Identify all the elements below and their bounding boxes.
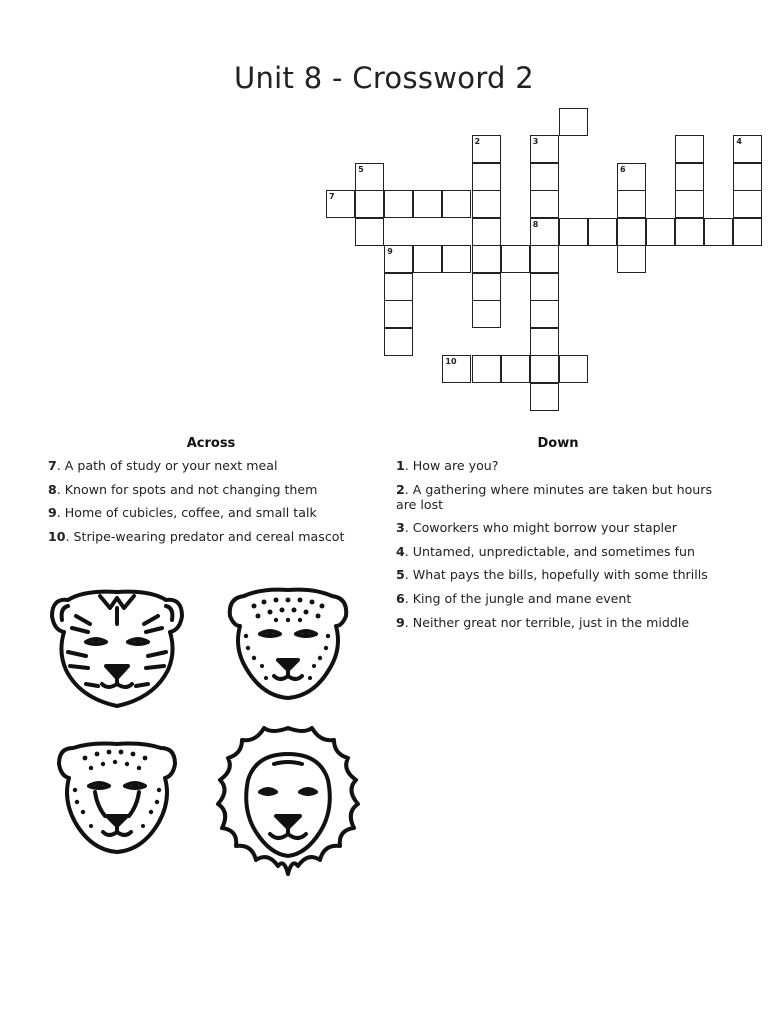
- grid-cell[interactable]: [472, 245, 501, 273]
- grid-cell[interactable]: [355, 163, 384, 191]
- clue-number: 10: [48, 528, 66, 544]
- clue-text: . A gathering where minutes are taken but hours are lost: [396, 481, 713, 512]
- down-clue: [396, 615, 726, 630]
- clue-number: 3: [532, 137, 539, 146]
- grid-cell[interactable]: [617, 245, 646, 273]
- grid-cell[interactable]: [501, 355, 530, 383]
- grid-cell[interactable]: [472, 355, 501, 383]
- grid-cell[interactable]: [733, 190, 762, 218]
- grid-cell[interactable]: [530, 245, 559, 273]
- clue-number: 4: [396, 543, 405, 559]
- across-clue: [48, 505, 388, 520]
- clue-number: 9: [387, 247, 393, 256]
- clue-number: 4: [736, 137, 742, 146]
- clue-number: 2: [396, 481, 405, 497]
- clue-number: 2: [474, 137, 481, 146]
- page-title: Unit 8 - Crossword 2: [233, 61, 535, 96]
- grid-cell[interactable]: [384, 245, 413, 273]
- clue-number: 10: [445, 357, 457, 366]
- grid-cell[interactable]: [617, 163, 646, 191]
- grid-cell[interactable]: [704, 218, 733, 246]
- across-clue: [48, 458, 388, 473]
- grid-cell[interactable]: [530, 218, 559, 246]
- grid-cell[interactable]: [530, 163, 559, 191]
- tiger-face-icon: [46, 586, 188, 710]
- grid-cell[interactable]: [413, 190, 442, 218]
- clue-text: . A path of study or your next meal: [56, 458, 278, 473]
- across-heading: Across: [186, 436, 236, 451]
- grid-cell[interactable]: [442, 190, 471, 218]
- clue-text: . King of the jungle and mane event: [404, 590, 632, 606]
- across-clue: [48, 529, 388, 544]
- clue-text: . Home of cubicles, coffee, and small talk: [56, 505, 317, 521]
- grid-cell[interactable]: [733, 163, 762, 191]
- grid-cell[interactable]: [530, 328, 559, 356]
- clue-number: 9: [48, 505, 57, 521]
- down-clue: [396, 591, 726, 606]
- grid-cell[interactable]: [530, 383, 559, 411]
- grid-cell[interactable]: [675, 190, 704, 218]
- cheetah-face-icon: [55, 740, 179, 856]
- down-heading: Down: [537, 436, 579, 451]
- grid-cell[interactable]: [384, 273, 413, 301]
- grid-cell[interactable]: [501, 245, 530, 273]
- grid-cell[interactable]: [646, 218, 675, 246]
- grid-cell[interactable]: [355, 190, 384, 218]
- grid-cell[interactable]: [559, 218, 588, 246]
- grid-cell[interactable]: [675, 218, 704, 246]
- clue-number: 9: [396, 614, 405, 630]
- grid-cell[interactable]: [413, 245, 442, 273]
- grid-cell[interactable]: [472, 163, 501, 191]
- clue-text: . Coworkers who might borrow your stapler: [404, 520, 677, 536]
- across-clue: [48, 482, 388, 497]
- clue-number: 6: [620, 164, 626, 174]
- grid-cell[interactable]: [530, 273, 559, 301]
- leopard-face-icon: [224, 586, 352, 702]
- lion-face-icon: [208, 724, 368, 888]
- grid-cell[interactable]: [472, 273, 501, 301]
- down-clue: [396, 544, 726, 559]
- clue-text: . What pays the bills, hopefully with some thrills: [404, 567, 708, 583]
- grid-cell[interactable]: [472, 218, 501, 246]
- grid-cell[interactable]: [326, 190, 355, 218]
- grid-cell[interactable]: [733, 135, 762, 163]
- down-clue: [396, 458, 726, 473]
- clue-number: 7: [329, 192, 335, 201]
- clue-number: 5: [396, 567, 405, 583]
- clue-number: 8: [48, 481, 57, 497]
- clue-number: 6: [396, 590, 405, 606]
- grid-cell[interactable]: [384, 190, 413, 218]
- clue-text: . Neither great nor terrible, just in the middle: [404, 614, 690, 630]
- grid-cell[interactable]: [530, 355, 559, 383]
- clue-text: . How are you?: [404, 458, 499, 473]
- clue-number: 7: [48, 458, 57, 473]
- down-clue: [396, 520, 726, 535]
- grid-cell[interactable]: [530, 300, 559, 328]
- grid-cell[interactable]: [384, 328, 413, 356]
- clue-text: . Stripe-wearing predator and cereal mascot: [65, 528, 345, 544]
- down-clue: [396, 567, 726, 582]
- grid-cell[interactable]: [530, 135, 559, 163]
- grid-cell[interactable]: [559, 108, 588, 136]
- grid-cell[interactable]: [384, 300, 413, 328]
- grid-cell[interactable]: [617, 190, 646, 218]
- grid-cell[interactable]: [442, 245, 471, 273]
- grid-cell[interactable]: [733, 218, 762, 246]
- clue-number: 1: [396, 458, 405, 473]
- grid-cell[interactable]: [442, 355, 471, 383]
- clue-text: . Untamed, unpredictable, and sometimes fun: [404, 543, 695, 559]
- grid-cell[interactable]: [472, 300, 501, 328]
- clue-text: . Known for spots and not changing them: [56, 481, 318, 497]
- grid-cell[interactable]: [559, 355, 588, 383]
- grid-cell[interactable]: [675, 135, 704, 163]
- grid-cell[interactable]: [588, 218, 617, 246]
- grid-cell[interactable]: [472, 190, 501, 218]
- grid-cell[interactable]: [472, 135, 501, 163]
- across-clue-list: [48, 458, 388, 552]
- grid-cell[interactable]: [355, 218, 384, 246]
- down-clue-list: [396, 458, 726, 638]
- clue-number: 3: [396, 520, 405, 536]
- clue-number: 8: [532, 219, 539, 229]
- down-clue: [396, 482, 726, 512]
- crossword-grid: [0, 0, 768, 420]
- grid-cell[interactable]: [675, 163, 704, 191]
- grid-cell[interactable]: [617, 218, 646, 246]
- grid-cell[interactable]: [530, 190, 559, 218]
- clue-number: 5: [358, 164, 364, 174]
